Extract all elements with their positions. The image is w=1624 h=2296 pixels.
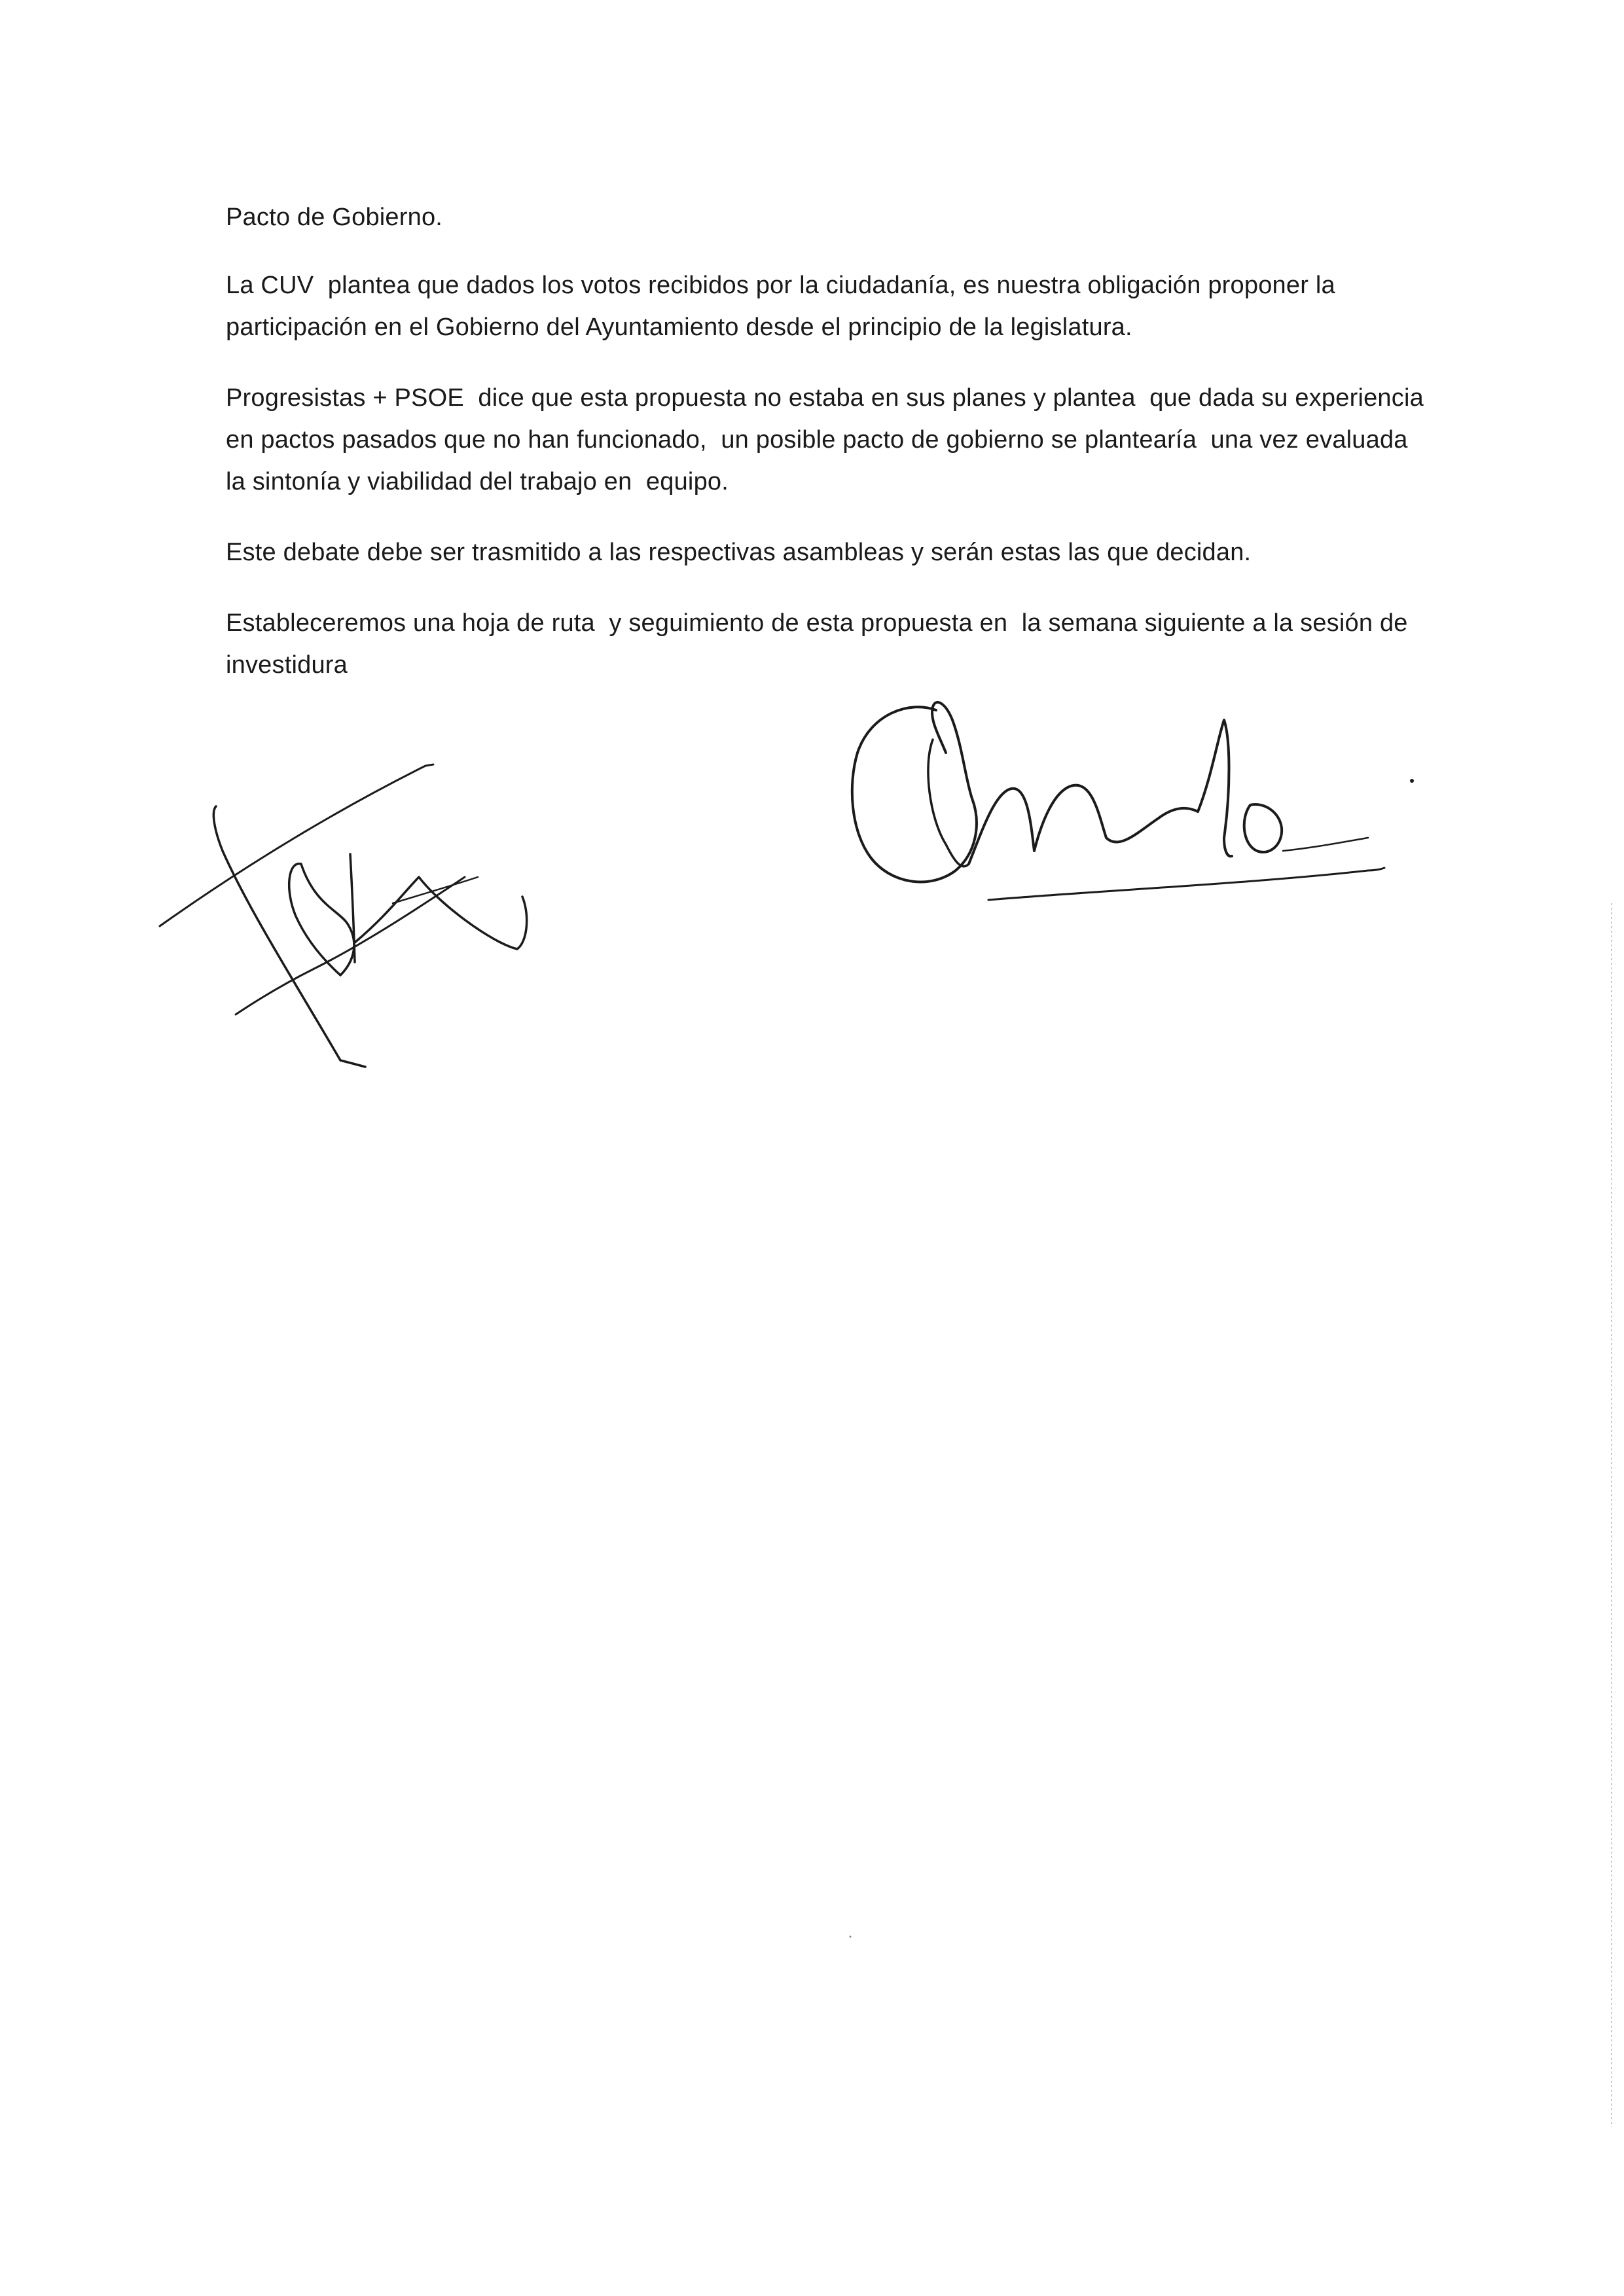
scan-dot xyxy=(848,1935,852,1939)
paragraph-progresistas-response: Progresistas + PSOE dice que esta propuesta no estaba en sus planes y plantea que dada su experiencia en pactos pasados que no han funcionado, un posible pacto de gobierno se plantearía una vez evaluada la sintonía y viabilidad del trabajo en equipo. xyxy=(226,384,1431,495)
paragraph-cuv-proposal: La CUV plantea que dados los votos recibidos por la ciudadanía, es nuestra obligación proponer la participación en el Gobierno del Ayuntamiento desde el principio de la legislatura. xyxy=(226,272,1343,341)
paragraph-roadmap: Estableceremos una hoja de ruta y seguimiento de esta propuesta en la semana siguiente a la sesión de investidura xyxy=(226,609,1415,679)
signature-left xyxy=(151,746,556,1073)
paragraph-debate-assemblies: Este debate debe ser trasmitido a las respectivas asambleas y serán estas las que decidan. xyxy=(226,539,1252,566)
signature-right xyxy=(831,674,1434,923)
scan-edge-line xyxy=(1609,903,1614,2127)
document-body xyxy=(226,196,1431,715)
ink-speck xyxy=(1407,776,1416,785)
document-title: Pacto de Gobierno. xyxy=(226,204,443,231)
